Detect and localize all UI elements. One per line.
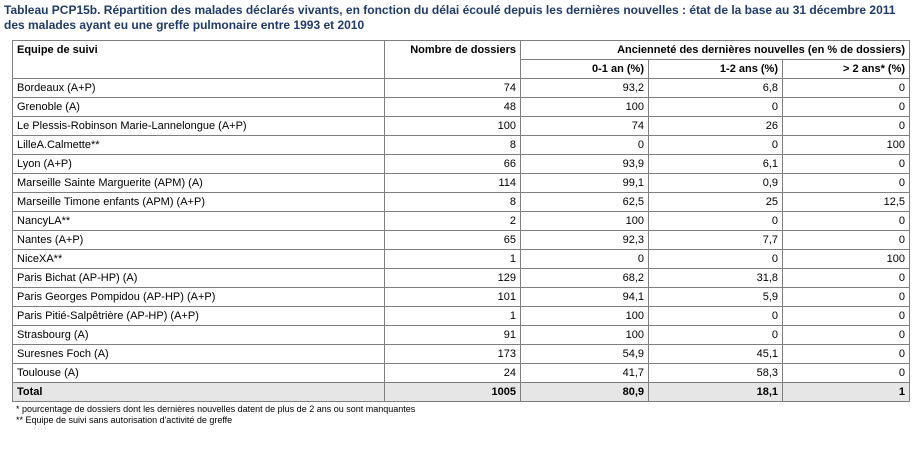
cell-count: 48 <box>385 98 521 117</box>
table-row <box>13 326 910 345</box>
cell-c2: 0 <box>649 98 783 117</box>
total-c1: 80,9 <box>521 383 649 402</box>
cell-team: Paris Pitié-Salpêtrière (AP-HP) (A+P) <box>13 307 385 326</box>
table-row <box>13 269 910 288</box>
cell-c3: 0 <box>783 364 910 383</box>
table-row <box>13 307 910 326</box>
cell-count: 173 <box>385 345 521 364</box>
header-team: Equipe de suivi <box>13 41 385 79</box>
table-row <box>13 155 910 174</box>
cell-c1: 99,1 <box>521 174 649 193</box>
footnote-2: ** Equipe de suivi sans autorisation d'activité de greffe <box>16 415 233 425</box>
header-c2: 1-2 ans (%) <box>649 60 783 79</box>
cell-c1: 68,2 <box>521 269 649 288</box>
cell-count: 91 <box>385 326 521 345</box>
cell-c3: 100 <box>783 250 910 269</box>
cell-c2: 45,1 <box>649 345 783 364</box>
cell-count: 65 <box>385 231 521 250</box>
cell-c2: 31,8 <box>649 269 783 288</box>
cell-team: LilleA.Calmette** <box>13 136 385 155</box>
cell-c1: 92,3 <box>521 231 649 250</box>
cell-c3: 0 <box>783 98 910 117</box>
cell-c3: 0 <box>783 79 910 98</box>
cell-c2: 25 <box>649 193 783 212</box>
cell-c2: 58,3 <box>649 364 783 383</box>
table-row <box>13 117 910 136</box>
table-row <box>13 79 910 98</box>
cell-team: Strasbourg (A) <box>13 326 385 345</box>
cell-c3: 0 <box>783 326 910 345</box>
cell-c2: 0 <box>649 307 783 326</box>
cell-team: Paris Bichat (AP-HP) (A) <box>13 269 385 288</box>
cell-c1: 62,5 <box>521 193 649 212</box>
table-row <box>13 231 910 250</box>
cell-team: Lyon (A+P) <box>13 155 385 174</box>
cell-count: 8 <box>385 193 521 212</box>
table-row <box>13 136 910 155</box>
cell-c3: 0 <box>783 117 910 136</box>
cell-c3: 0 <box>783 288 910 307</box>
cell-c1: 93,2 <box>521 79 649 98</box>
table-row <box>13 364 910 383</box>
cell-team: Grenoble (A) <box>13 98 385 117</box>
cell-c2: 0 <box>649 136 783 155</box>
cell-c2: 0 <box>649 326 783 345</box>
footnote-1: * pourcentage de dossiers dont les dernières nouvelles datent de plus de 2 ans ou sont manquantes <box>16 404 416 414</box>
header-c3: > 2 ans* (%) <box>783 60 910 79</box>
cell-c3: 0 <box>783 231 910 250</box>
cell-c2: 6,1 <box>649 155 783 174</box>
cell-count: 101 <box>385 288 521 307</box>
table-row <box>13 250 910 269</box>
cell-c3: 0 <box>783 212 910 231</box>
table-row <box>13 345 910 364</box>
title-line-1: Tableau PCP15b. Répartition des malades déclarés vivants, en fonction du délai écoulé depuis les dernières nouvelles : état de la base au 31 décembre 2011 <box>4 3 896 17</box>
cell-team: NiceXA** <box>13 250 385 269</box>
title-line-2: des malades ayant eu une greffe pulmonaire entre 1993 et 2010 <box>4 18 365 32</box>
table-body <box>13 79 910 383</box>
header-count: Nombre de dossiers <box>385 41 521 79</box>
cell-c3: 0 <box>783 269 910 288</box>
table-row <box>13 288 910 307</box>
cell-c1: 100 <box>521 307 649 326</box>
cell-count: 114 <box>385 174 521 193</box>
total-c3: 1 <box>783 383 910 402</box>
cell-count: 74 <box>385 79 521 98</box>
cell-c1: 54,9 <box>521 345 649 364</box>
cell-c2: 6,8 <box>649 79 783 98</box>
cell-c1: 100 <box>521 212 649 231</box>
cell-c2: 0 <box>649 250 783 269</box>
cell-c1: 0 <box>521 250 649 269</box>
cell-team: NancyLA** <box>13 212 385 231</box>
cell-c3: 0 <box>783 345 910 364</box>
cell-c2: 5,9 <box>649 288 783 307</box>
cell-c3: 12,5 <box>783 193 910 212</box>
cell-c1: 100 <box>521 98 649 117</box>
cell-team: Marseille Sainte Marguerite (APM) (A) <box>13 174 385 193</box>
cell-count: 8 <box>385 136 521 155</box>
cell-team: Nantes (A+P) <box>13 231 385 250</box>
cell-team: Marseille Timone enfants (APM) (A+P) <box>13 193 385 212</box>
cell-c1: 100 <box>521 326 649 345</box>
cell-count: 1 <box>385 250 521 269</box>
cell-c1: 94,1 <box>521 288 649 307</box>
table-title <box>0 0 916 33</box>
cell-c2: 7,7 <box>649 231 783 250</box>
cell-c2: 0,9 <box>649 174 783 193</box>
cell-c3: 100 <box>783 136 910 155</box>
cell-c1: 74 <box>521 117 649 136</box>
cell-c3: 0 <box>783 307 910 326</box>
cell-count: 24 <box>385 364 521 383</box>
cell-c2: 0 <box>649 212 783 231</box>
cell-count: 66 <box>385 155 521 174</box>
data-table <box>12 40 910 402</box>
cell-team: Suresnes Foch (A) <box>13 345 385 364</box>
table-row <box>13 193 910 212</box>
cell-team: Le Plessis-Robinson Marie-Lannelongue (A+P) <box>13 117 385 136</box>
table-row <box>13 98 910 117</box>
cell-count: 2 <box>385 212 521 231</box>
footnotes <box>16 404 916 426</box>
table-row <box>13 212 910 231</box>
total-label: Total <box>13 383 385 402</box>
cell-count: 1 <box>385 307 521 326</box>
header-group: Ancienneté des dernières nouvelles (en % de dossiers) <box>521 41 910 60</box>
cell-c1: 0 <box>521 136 649 155</box>
header-c1: 0-1 an (%) <box>521 60 649 79</box>
table-row <box>13 174 910 193</box>
cell-c1: 41,7 <box>521 364 649 383</box>
cell-count: 129 <box>385 269 521 288</box>
cell-c3: 0 <box>783 155 910 174</box>
total-count: 1005 <box>385 383 521 402</box>
cell-count: 100 <box>385 117 521 136</box>
total-c2: 18,1 <box>649 383 783 402</box>
cell-c3: 0 <box>783 174 910 193</box>
cell-team: Paris Georges Pompidou (AP-HP) (A+P) <box>13 288 385 307</box>
cell-team: Toulouse (A) <box>13 364 385 383</box>
cell-team: Bordeaux (A+P) <box>13 79 385 98</box>
total-row <box>13 383 910 402</box>
cell-c2: 26 <box>649 117 783 136</box>
cell-c1: 93,9 <box>521 155 649 174</box>
